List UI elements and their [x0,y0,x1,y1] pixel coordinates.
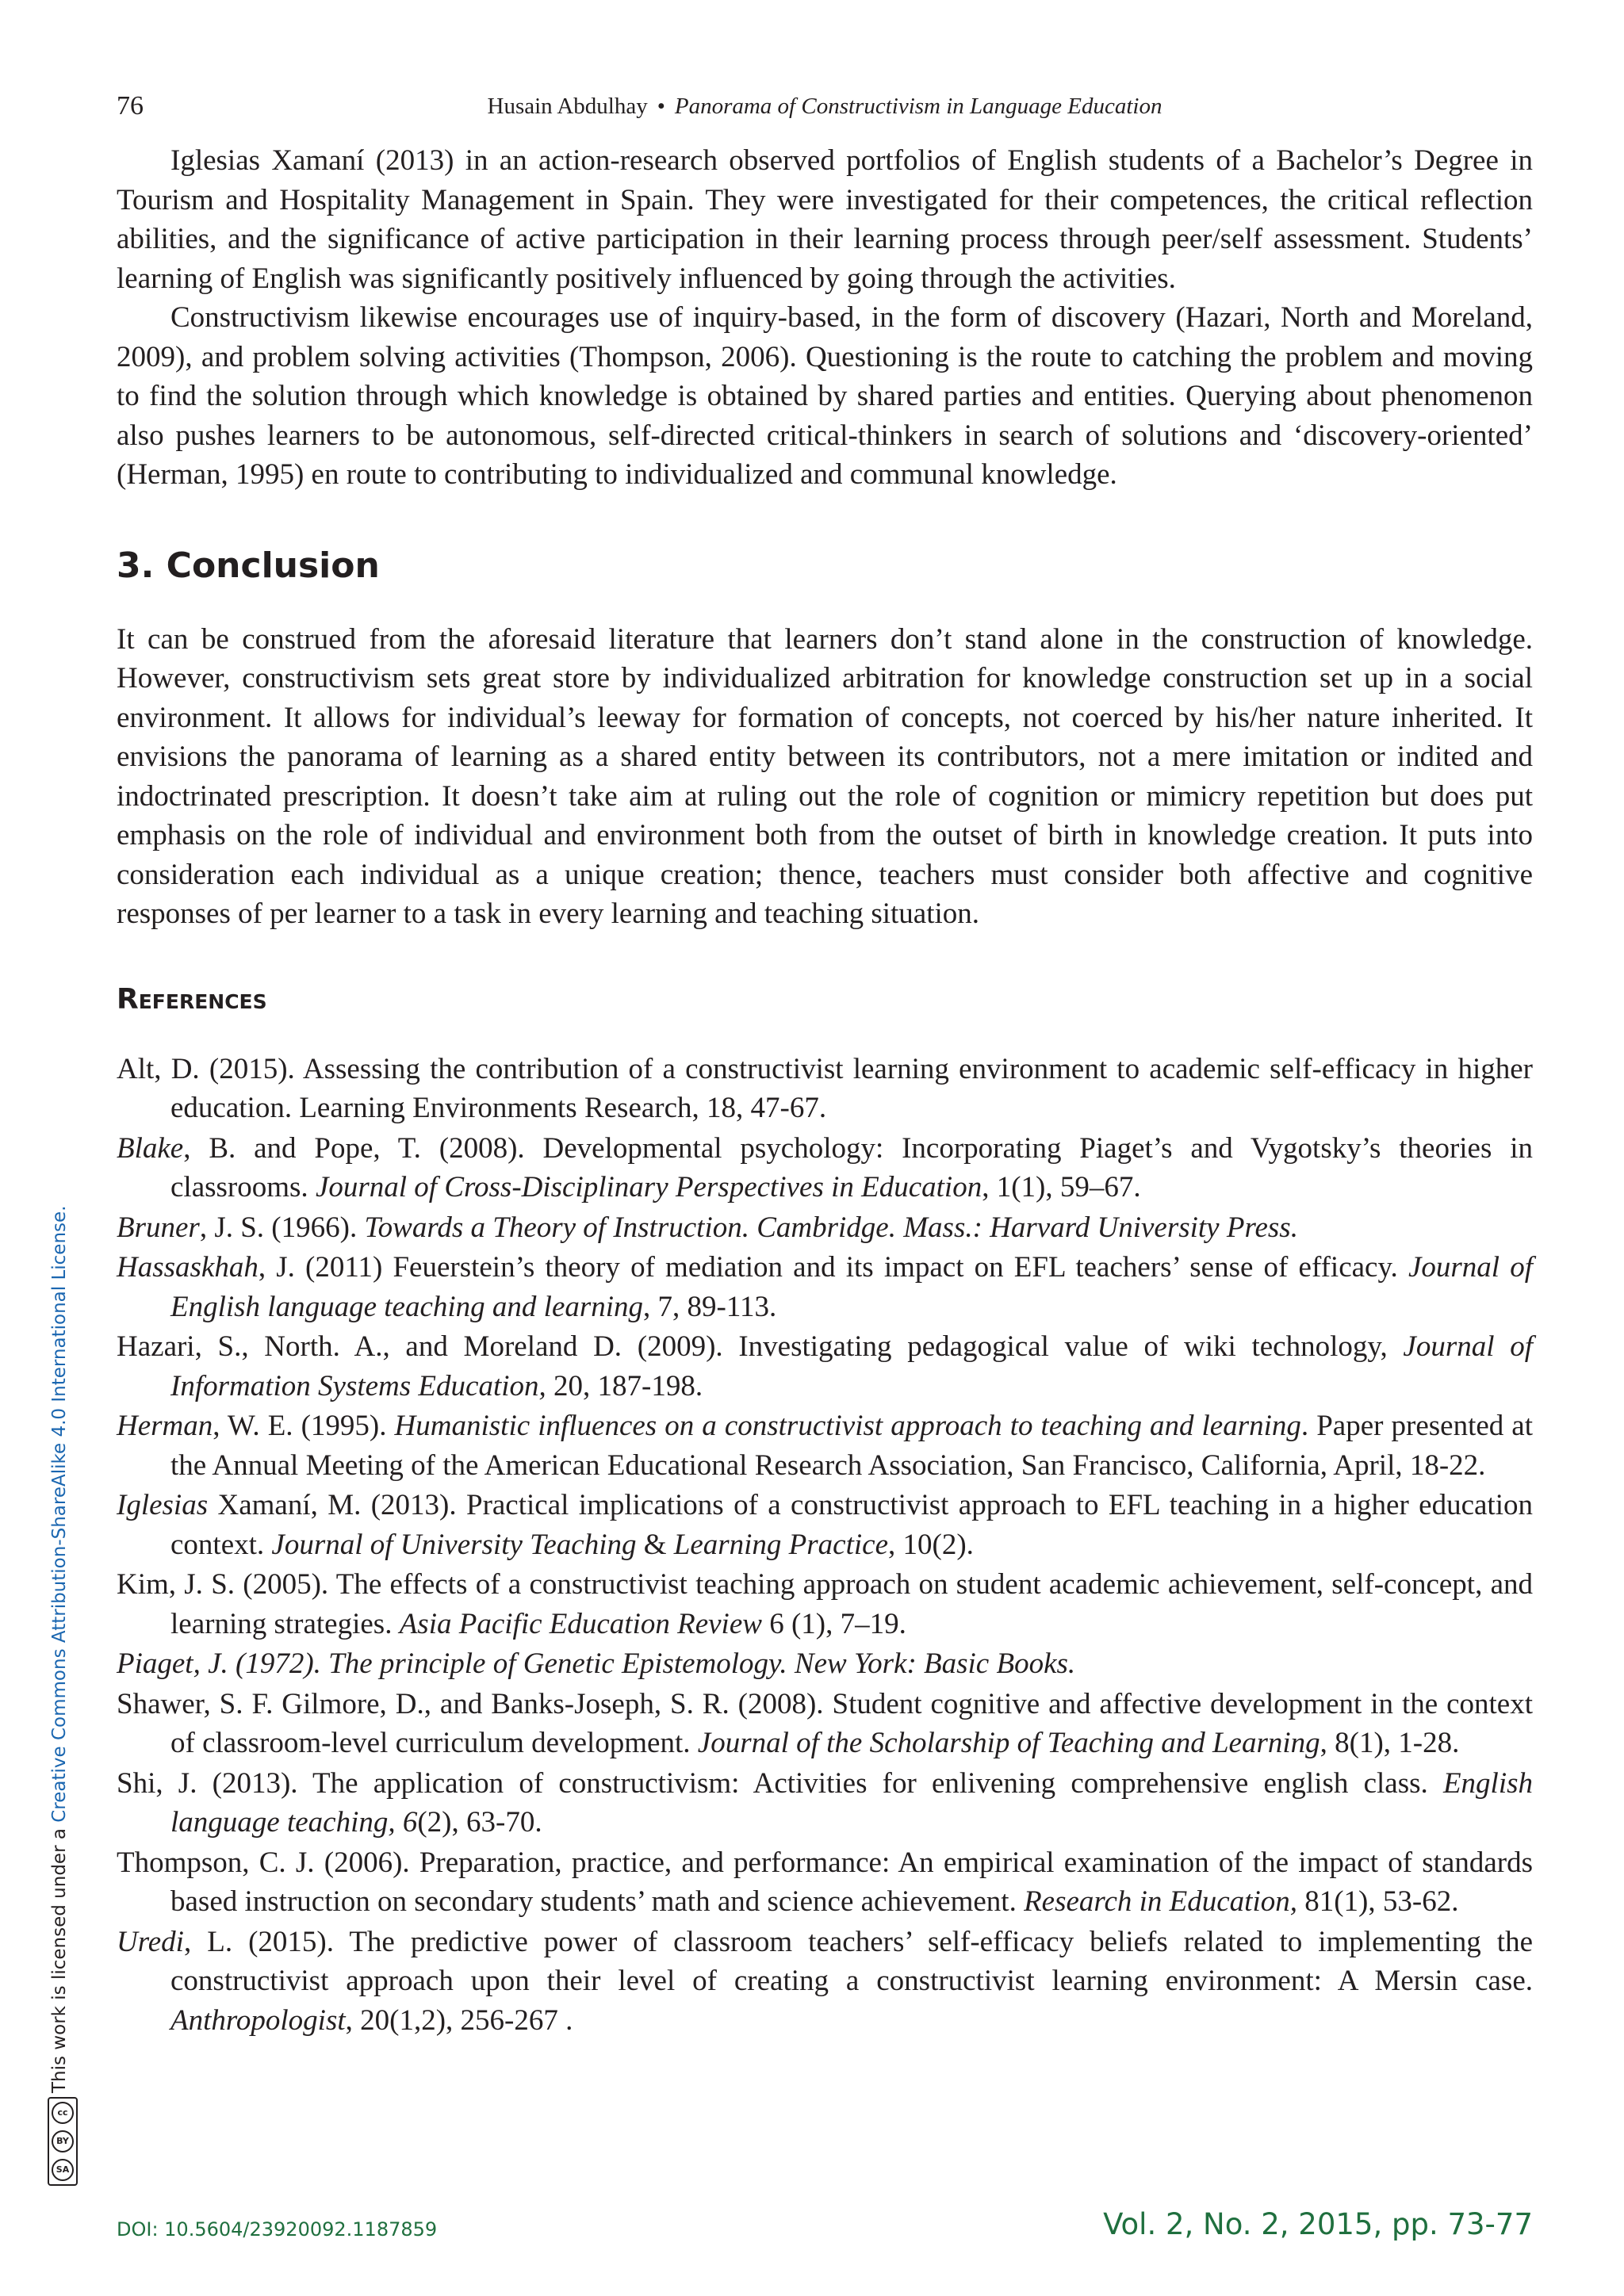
reference-item [117,1050,1533,1128]
ref-text: Shawer, S. F. Gilmore, D., and Banks-Joseph, S. R. (2008). Student cognitive and affective development in the context of classroom-level curriculum development. [117,1687,1533,1759]
ref-text: , B. and Pope, T. (2008). Developmental psychology: Incorporating Piaget’s and Vygotsky’s theories in classrooms. [170,1131,1533,1203]
ref-source: Research in Education, [1024,1885,1297,1918]
ref-author: Iglesias [117,1489,209,1521]
license-link[interactable]: Creative Commons Attribution-ShareAlike 4.0 International License. [49,1205,70,1823]
ref-source: English language teaching, 6 [170,1766,1533,1839]
ref-source: Journal of the Scholarship of Teaching and Learning [697,1727,1320,1759]
reference-item [117,1685,1533,1763]
ref-text: Alt, D. (2015). Assessing the contribution of a constructivist learning environment to academic self-efficacy in higher education. Learning Environments Research, 18, 47-67. [117,1052,1533,1124]
ref-text: & [636,1528,674,1561]
ref-text: , J. S. (1966). [199,1211,365,1244]
ref-source: Asia Pacific Education Review [399,1607,762,1640]
ref-source: Journal of University Teaching [271,1528,637,1561]
ref-text: , L. (2015). The predictive power of classroom teachers’ self-efficacy beliefs related to implementing the constructivist approach upon their level of creating a constructivist learning environment: A Mersin case. [170,1925,1533,1997]
ref-text: 6 (1), 7–19. [761,1607,906,1640]
reference-item [117,1843,1533,1922]
ref-text: 20, 187-198. [546,1369,703,1402]
running-head-author: Husain Abdulhay [487,94,648,119]
sa-icon: SA [52,2159,74,2181]
ref-text: 81(1), 53-62. [1297,1885,1459,1918]
section-heading-conclusion: 3. Conclusion [117,545,380,586]
conclusion-paragraph: It can be construed from the aforesaid literature that learners don’t stand alone in the construction of knowledge. However, constructivism sets great store by individualized arbitration for knowledge construction set up in a social environment. It allows for individual’s leeway for formation of concepts, not coerced by his/her nature inherited. It envisions the panorama of learning as a shared entity between its contributors, not a mere imitation or indited and indoctrinated prescription. It doesn’t take aim at ruling out the role of cognition or mimicry repetition but does put emphasis on the role of individual and environment both from the outset of birth in knowledge creation. It puts into consideration each individual as a unique creation; thence, teachers must consider both affective and cognitive responses of per learner to a task in every learning and teaching situation. [117,622,1533,930]
ref-source: Journal of Cross-Disciplinary Perspectives in Education [315,1171,982,1203]
footer-volume: Vol. 2, No. 2, 2015, pp. 73-77 [1103,2207,1533,2241]
cc-license-badge[interactable] [48,2097,78,2186]
running-head-bullet: • [657,94,665,119]
ref-source: Journal of English language teaching and learning [170,1251,1533,1323]
ref-text: , W. E. (1995). [213,1410,395,1442]
ref-text: Thompson, C. J. (2006). Preparation, practice, and performance: An empirical examination of the impact of standards based instruction on secondary students’ math and science achievement. [117,1846,1533,1918]
reference-item [117,1644,1533,1684]
ref-text: , 10(2). [888,1528,974,1561]
reference-item [117,1565,1533,1644]
license-prefix: This work is licensed under a [49,1822,70,2093]
ref-text: , 8(1), 1-28. [1320,1727,1460,1759]
ref-author: Hassaskhah [117,1251,259,1284]
reference-item [117,1923,1533,2041]
ref-text: Piaget, J. (1972). The principle of Genetic Epistemology. New York: Basic Books. [117,1647,1076,1680]
reference-item [117,1129,1533,1207]
running-head-title: Panorama of Constructivism in Language Education [674,94,1162,119]
ref-source: Towards a Theory of Instruction. Cambridge. Mass.: Harvard University Press. [364,1211,1298,1244]
license-strip [24,1193,111,2192]
ref-text: Hazari, S., North. A., and Moreland D. (2009). Investigating pedagogical value of wiki technology, [117,1330,1404,1363]
running-head [117,89,1533,124]
ref-text: Kim, J. S. (2005). The effects of a constructivist teaching approach on student academic achievement, self-concept, and learning strategies. [117,1568,1533,1640]
reference-item [117,1764,1533,1843]
main-content [117,141,1533,2041]
ref-text: Shi, J. (2013). The application of constructivism: Activities for enlivening comprehensive english class. [117,1766,1443,1800]
running-head-center [117,89,1533,124]
ref-source: Humanistic influences on a constructivist approach to teaching and learning [394,1410,1301,1442]
ref-source: Journal of Information Systems Education, [170,1330,1533,1402]
ref-source: Anthropologist [170,2003,346,2037]
ref-author: Blake [117,1131,184,1165]
ref-source: Learning Practice [673,1528,889,1561]
ref-text: , 20(1,2), 256-267 . [345,2003,573,2037]
page-number: 76 [117,91,144,121]
footer-doi[interactable]: DOI: 10.5604/23920092.1187859 [117,2218,438,2241]
by-icon: BY [52,2130,74,2152]
ref-text: (2), 63-70. [417,1806,542,1839]
reference-item [117,1248,1533,1326]
body-paragraph: Iglesias Xamaní (2013) in an action-research observed portfolios of English students of a Bachelor’s Degree in Tourism and Hospitality Management in Spain. They were investigated for their competences, the critical reflection abilities, and the significance of active participation in their learning process through peer/self assessment. Students’ learning of English was significantly positively influenced by going through the activities. [117,144,1533,295]
ref-author: Herman [117,1410,213,1442]
ref-text: . Paper presented at the Annual Meeting of the American Educational Research Association, San Francisco, California, April, 18-22. [170,1410,1534,1482]
ref-author: Bruner [117,1211,200,1244]
references-heading: References [117,982,267,1016]
ref-author: Uredi [117,1925,184,1958]
reference-list [117,1050,1533,2041]
ref-text: , J. (2011) Feuerstein’s theory of mediation and its impact on EFL teachers’ sense of efficacy. [258,1251,1408,1284]
reference-item [117,1406,1533,1485]
license-text [46,1206,73,2093]
ref-text: , 7, 89-113. [643,1290,777,1323]
ref-text: Xamaní, M. (2013). Practical implications of a constructivist approach to EFL teaching in a higher education context. [170,1489,1533,1561]
reference-item [117,1327,1533,1406]
body-paragraph: Constructivism likewise encourages use of inquiry-based, in the form of discovery (Hazari, North and Moreland, 2009), and problem solving activities (Thompson, 2006). Questioning is the route to catching the problem and moving to find the solution through which knowledge is obtained by shared parties and entities. Querying about phenomenon also pushes learners to be autonomous, self-directed critical-thinkers in search of solutions and ‘discovery-oriented’ (Herman, 1995) en route to contributing to individualized and communal knowledge. [117,301,1533,491]
cc-icon: cc [52,2102,74,2124]
reference-item [117,1486,1533,1564]
ref-text: , 1(1), 59–67. [982,1171,1141,1203]
reference-item [117,1208,1533,1248]
